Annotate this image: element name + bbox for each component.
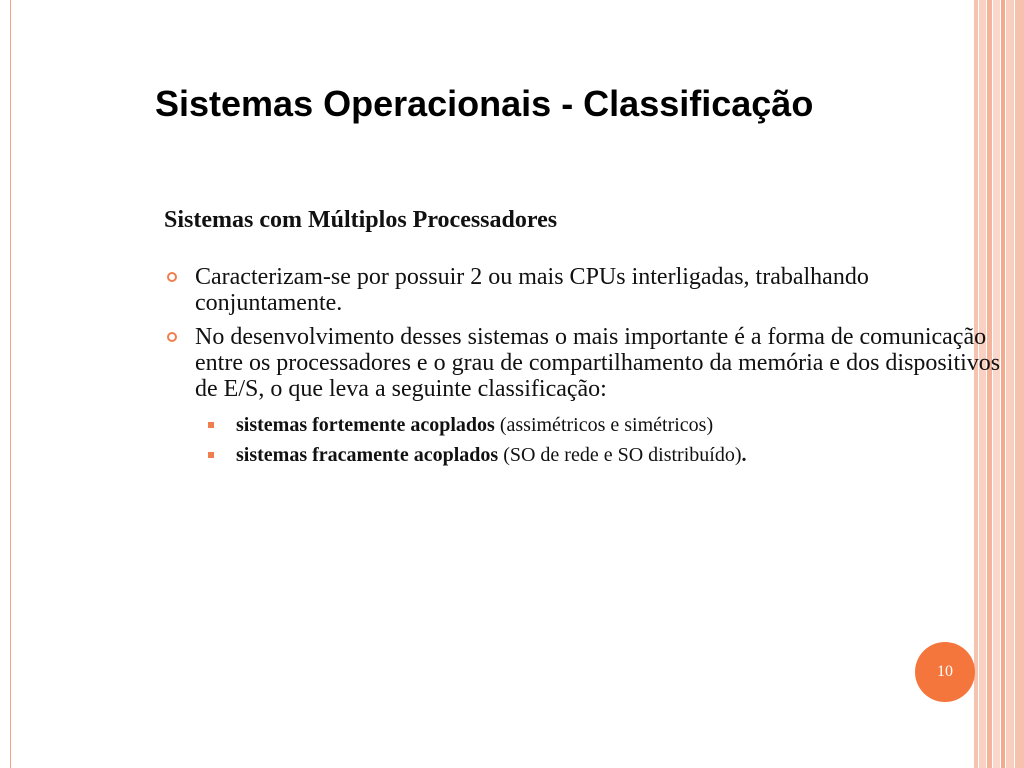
slide-subtitle: Sistemas com Múltiplos Processadores <box>164 207 558 233</box>
sub-bullet-text: (SO de rede e SO distribuído) <box>498 444 742 466</box>
slide-title: Sistemas Operacionais - Classificação <box>155 83 814 124</box>
sub-bullet-bold: sistemas fortemente acoplados <box>236 414 495 436</box>
sub-bullet-text: (assimétricos e simétricos) <box>494 414 714 436</box>
sub-bullet-bold: sistemas fracamente acoplados <box>236 444 499 466</box>
bullet-item <box>164 324 1016 402</box>
square-bullet-icon <box>208 422 214 428</box>
circle-bullet-icon <box>167 272 177 282</box>
bullet-item <box>164 264 1016 316</box>
decor-stripe <box>1015 0 1024 768</box>
sub-bullet-item <box>164 410 1016 440</box>
sub-bullet-item <box>164 440 1016 470</box>
circle-bullet-icon <box>167 332 177 342</box>
sub-bullet-tail: . <box>741 444 747 466</box>
square-bullet-icon <box>208 452 214 458</box>
sub-bullet-list <box>164 410 1016 470</box>
slide-content <box>164 264 1016 470</box>
left-frame-line <box>10 0 11 768</box>
bullet-text: No desenvolvimento desses sistemas o mais importante é a forma de comunicação entre os processadores e o grau de compartilhamento da memória e dos dispositivos de E/S, o que leva a seguinte classificação: <box>195 324 1001 402</box>
page-number-badge: 10 <box>915 642 975 702</box>
bullet-text: Caracterizam-se por possuir 2 ou mais CPUs interligadas, trabalhando conjuntamente. <box>195 264 869 316</box>
